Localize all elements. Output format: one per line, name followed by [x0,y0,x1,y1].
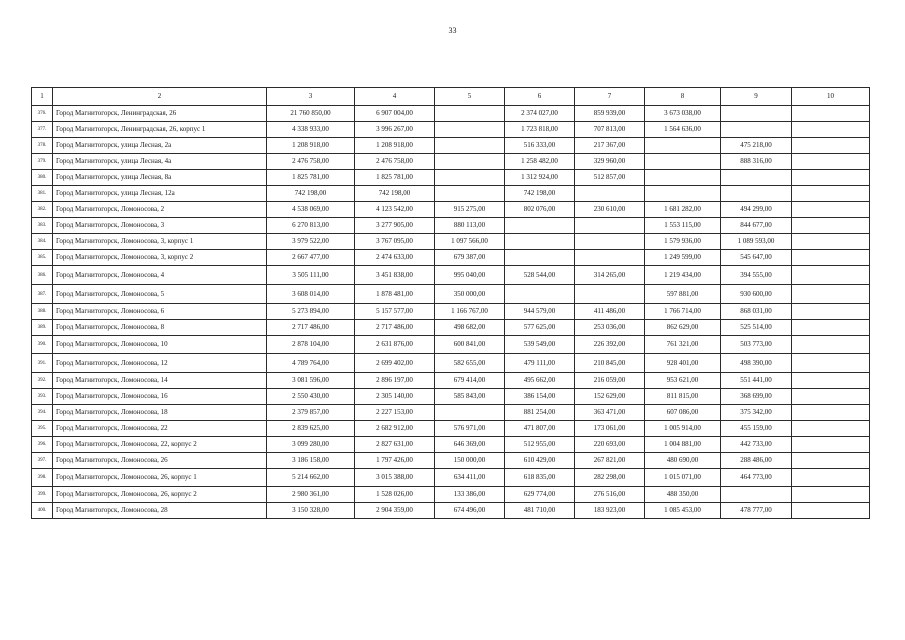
address-cell: Город Магнитогорск, Ломоносова, 14 [53,373,267,389]
value-cell: 6 907 004,00 [355,106,435,122]
value-cell: 1 015 071,00 [645,469,721,487]
row-number: 393. [32,389,53,405]
value-cell: 545 647,00 [721,250,792,266]
value-cell [435,170,505,186]
value-cell: 881 254,00 [505,405,575,421]
value-cell: 859 939,00 [575,106,645,122]
column-header: 6 [505,88,575,106]
table-row [32,218,870,234]
address-cell: Город Магнитогорск, Ломоносова, 3, корпус 1 [53,234,267,250]
value-cell: 1 089 593,00 [721,234,792,250]
value-cell: 2 379 857,00 [267,405,355,421]
value-cell [792,373,870,389]
value-cell: 368 699,00 [721,389,792,405]
value-cell: 375 342,00 [721,405,792,421]
row-number: 377. [32,122,53,138]
value-cell [721,122,792,138]
table-body [32,106,870,519]
value-cell: 150 000,00 [435,453,505,469]
value-cell: 2 476 758,00 [355,154,435,170]
value-cell [645,186,721,202]
value-cell: 173 061,00 [575,421,645,437]
value-cell: 314 265,00 [575,266,645,285]
value-cell: 3 767 095,00 [355,234,435,250]
value-cell: 455 159,00 [721,421,792,437]
value-cell: 488 350,00 [645,487,721,503]
value-cell: 6 270 813,00 [267,218,355,234]
table-row [32,304,870,320]
value-cell: 551 441,00 [721,373,792,389]
value-cell: 230 610,00 [575,202,645,218]
value-cell: 3 150 328,00 [267,503,355,519]
value-cell: 582 655,00 [435,354,505,373]
value-cell: 21 760 850,00 [267,106,355,122]
value-cell: 1 312 924,00 [505,170,575,186]
address-cell: Город Магнитогорск, улица Лесная, 8а [53,170,267,186]
value-cell [792,320,870,336]
value-cell: 498 390,00 [721,354,792,373]
value-cell [575,285,645,304]
value-cell [435,106,505,122]
value-cell: 479 111,00 [505,354,575,373]
column-header: 3 [267,88,355,106]
value-cell: 646 369,00 [435,437,505,453]
value-cell: 3 979 522,00 [267,234,355,250]
table-row [32,421,870,437]
value-cell: 210 845,00 [575,354,645,373]
value-cell [645,154,721,170]
table-row [32,266,870,285]
value-cell: 953 621,00 [645,373,721,389]
value-cell: 742 198,00 [505,186,575,202]
table-row [32,320,870,336]
value-cell: 4 538 069,00 [267,202,355,218]
table-row [32,122,870,138]
value-cell [435,186,505,202]
value-cell: 220 693,00 [575,437,645,453]
row-number: 378. [32,138,53,154]
value-cell: 498 682,00 [435,320,505,336]
value-cell [792,266,870,285]
value-cell [721,170,792,186]
column-header: 8 [645,88,721,106]
address-cell: Город Магнитогорск, Ломоносова, 26 [53,453,267,469]
row-number: 400. [32,503,53,519]
value-cell [505,285,575,304]
value-cell: 216 059,00 [575,373,645,389]
address-cell: Город Магнитогорск, Ломоносова, 8 [53,320,267,336]
address-cell: Город Магнитогорск, Ломоносова, 3, корпус 2 [53,250,267,266]
value-cell: 1 564 636,00 [645,122,721,138]
value-cell: 442 733,00 [721,437,792,453]
table-row [32,389,870,405]
value-cell: 679 414,00 [435,373,505,389]
value-cell [792,106,870,122]
address-cell: Город Магнитогорск, Ленинградская, 26, корпус 1 [53,122,267,138]
value-cell [435,405,505,421]
value-cell: 3 505 111,00 [267,266,355,285]
value-cell [792,138,870,154]
table-row [32,234,870,250]
value-cell: 5 157 577,00 [355,304,435,320]
value-cell: 282 298,00 [575,469,645,487]
row-number: 381. [32,186,53,202]
value-cell: 600 841,00 [435,336,505,354]
value-cell: 267 821,00 [575,453,645,469]
value-cell [575,234,645,250]
row-number: 391. [32,354,53,373]
value-cell [792,170,870,186]
value-cell: 2 717 486,00 [267,320,355,336]
row-number: 397. [32,453,53,469]
value-cell [575,186,645,202]
value-cell: 2 227 153,00 [355,405,435,421]
value-cell [505,250,575,266]
row-number: 385. [32,250,53,266]
value-cell: 1 553 115,00 [645,218,721,234]
value-cell: 1 085 453,00 [645,503,721,519]
value-cell: 3 673 038,00 [645,106,721,122]
value-cell: 610 429,00 [505,453,575,469]
value-cell: 217 367,00 [575,138,645,154]
value-cell [792,202,870,218]
value-cell: 253 036,00 [575,320,645,336]
value-cell: 495 662,00 [505,373,575,389]
value-cell [721,106,792,122]
value-cell: 276 516,00 [575,487,645,503]
table-row [32,186,870,202]
value-cell: 1 097 566,00 [435,234,505,250]
value-cell [792,437,870,453]
value-cell: 4 123 542,00 [355,202,435,218]
value-cell: 471 807,00 [505,421,575,437]
value-cell: 481 710,00 [505,503,575,519]
address-cell: Город Магнитогорск, Ломоносова, 28 [53,503,267,519]
value-cell: 3 099 280,00 [267,437,355,453]
table-row [32,405,870,421]
row-number: 387. [32,285,53,304]
value-cell: 1 579 936,00 [645,234,721,250]
value-cell [721,186,792,202]
value-cell [792,405,870,421]
value-cell: 915 275,00 [435,202,505,218]
value-cell [575,218,645,234]
value-cell: 577 625,00 [505,320,575,336]
address-cell: Город Магнитогорск, Ломоносова, 22, корпус 2 [53,437,267,453]
page-number: 33 [448,26,457,35]
value-cell: 576 971,00 [435,421,505,437]
table-row [32,453,870,469]
row-number: 384. [32,234,53,250]
value-cell: 3 996 267,00 [355,122,435,138]
table-row [32,106,870,122]
value-cell: 411 486,00 [575,304,645,320]
value-cell: 5 214 662,00 [267,469,355,487]
value-cell: 995 040,00 [435,266,505,285]
row-number: 389. [32,320,53,336]
address-cell: Город Магнитогорск, Ломоносова, 22 [53,421,267,437]
value-cell: 363 471,00 [575,405,645,421]
value-cell [792,453,870,469]
value-cell: 516 333,00 [505,138,575,154]
value-cell [792,487,870,503]
address-cell: Город Магнитогорск, Ломоносова, 26, корпус 2 [53,487,267,503]
value-cell: 944 579,00 [505,304,575,320]
row-number: 386. [32,266,53,285]
value-cell: 2 699 402,00 [355,354,435,373]
value-cell: 2 305 140,00 [355,389,435,405]
row-number: 399. [32,487,53,503]
value-cell: 3 015 388,00 [355,469,435,487]
value-cell: 3 451 838,00 [355,266,435,285]
value-cell: 2 896 197,00 [355,373,435,389]
column-header: 9 [721,88,792,106]
value-cell: 478 777,00 [721,503,792,519]
value-cell: 1 878 481,00 [355,285,435,304]
value-cell: 868 031,00 [721,304,792,320]
value-cell [792,304,870,320]
value-cell: 679 387,00 [435,250,505,266]
table-row [32,336,870,354]
address-cell: Город Магнитогорск, Ленинградская, 26 [53,106,267,122]
value-cell: 862 629,00 [645,320,721,336]
column-header: 5 [435,88,505,106]
value-cell: 2 631 876,00 [355,336,435,354]
value-cell: 1 825 781,00 [355,170,435,186]
value-cell [792,250,870,266]
value-cell: 350 000,00 [435,285,505,304]
table-row [32,202,870,218]
column-header: 2 [53,88,267,106]
value-cell: 880 113,00 [435,218,505,234]
value-cell [505,218,575,234]
value-cell: 2 839 625,00 [267,421,355,437]
address-cell: Город Магнитогорск, Ломоносова, 12 [53,354,267,373]
value-cell [792,421,870,437]
value-cell: 2 717 486,00 [355,320,435,336]
value-cell: 1 528 026,00 [355,487,435,503]
address-cell: Город Магнитогорск, Ломоносова, 2 [53,202,267,218]
value-cell: 2 474 633,00 [355,250,435,266]
value-cell [792,503,870,519]
value-cell: 494 299,00 [721,202,792,218]
address-cell: Город Магнитогорск, Ломоносова, 18 [53,405,267,421]
address-cell: Город Магнитогорск, Ломоносова, 26, корпус 1 [53,469,267,487]
table-row [32,285,870,304]
value-cell: 607 086,00 [645,405,721,421]
address-cell: Город Магнитогорск, Ломоносова, 6 [53,304,267,320]
value-cell: 844 677,00 [721,218,792,234]
value-cell [792,154,870,170]
value-cell: 1 208 918,00 [355,138,435,154]
value-cell: 1 766 714,00 [645,304,721,320]
value-cell: 480 690,00 [645,453,721,469]
value-cell: 802 076,00 [505,202,575,218]
row-number: 388. [32,304,53,320]
value-cell: 597 881,00 [645,285,721,304]
value-cell: 3 277 905,00 [355,218,435,234]
row-number: 376. [32,106,53,122]
address-cell: Город Магнитогорск, Ломоносова, 5 [53,285,267,304]
row-number: 379. [32,154,53,170]
value-cell: 2 904 359,00 [355,503,435,519]
table-row [32,373,870,389]
value-cell: 634 411,00 [435,469,505,487]
column-header: 1 [32,88,53,106]
table-row [32,503,870,519]
value-cell: 707 813,00 [575,122,645,138]
column-header: 10 [792,88,870,106]
value-cell: 3 186 158,00 [267,453,355,469]
value-cell [435,138,505,154]
value-cell [792,389,870,405]
value-cell: 3 608 014,00 [267,285,355,304]
value-cell: 1 208 918,00 [267,138,355,154]
value-cell: 4 789 764,00 [267,354,355,373]
value-cell: 1 249 599,00 [645,250,721,266]
column-header: 7 [575,88,645,106]
value-cell: 386 154,00 [505,389,575,405]
value-cell: 618 835,00 [505,469,575,487]
value-cell: 2 682 912,00 [355,421,435,437]
table-row [32,487,870,503]
address-cell: Город Магнитогорск, улица Лесная, 4а [53,154,267,170]
value-cell: 3 081 596,00 [267,373,355,389]
address-cell: Город Магнитогорск, улица Лесная, 2а [53,138,267,154]
value-cell: 394 555,00 [721,266,792,285]
value-cell: 528 544,00 [505,266,575,285]
table-row [32,170,870,186]
address-cell: Город Магнитогорск, Ломоносова, 10 [53,336,267,354]
value-cell: 475 218,00 [721,138,792,154]
value-cell: 539 549,00 [505,336,575,354]
value-cell: 464 773,00 [721,469,792,487]
value-cell: 2 476 758,00 [267,154,355,170]
value-cell [435,154,505,170]
value-cell: 930 600,00 [721,285,792,304]
value-cell: 512 955,00 [505,437,575,453]
address-cell: Город Магнитогорск, Ломоносова, 4 [53,266,267,285]
column-header: 4 [355,88,435,106]
table-row [32,138,870,154]
table-row [32,154,870,170]
value-cell [792,122,870,138]
value-cell: 585 843,00 [435,389,505,405]
value-cell: 2 667 477,00 [267,250,355,266]
value-cell [792,285,870,304]
value-cell: 811 815,00 [645,389,721,405]
value-cell: 1 723 818,00 [505,122,575,138]
value-cell: 1 004 881,00 [645,437,721,453]
value-cell: 183 923,00 [575,503,645,519]
value-cell: 1 797 426,00 [355,453,435,469]
value-cell: 1 681 282,00 [645,202,721,218]
value-cell: 288 486,00 [721,453,792,469]
value-cell: 329 960,00 [575,154,645,170]
address-cell: Город Магнитогорск, улица Лесная, 12а [53,186,267,202]
value-cell: 761 321,00 [645,336,721,354]
row-number: 398. [32,469,53,487]
row-number: 394. [32,405,53,421]
value-cell: 2 374 027,00 [505,106,575,122]
value-cell: 4 338 933,00 [267,122,355,138]
value-cell: 226 392,00 [575,336,645,354]
value-cell [792,469,870,487]
value-cell: 1 825 781,00 [267,170,355,186]
value-cell: 2 827 631,00 [355,437,435,453]
value-cell [792,336,870,354]
row-number: 382. [32,202,53,218]
row-number: 396. [32,437,53,453]
value-cell [792,354,870,373]
value-cell: 2 878 104,00 [267,336,355,354]
value-cell: 512 857,00 [575,170,645,186]
value-cell: 1 166 767,00 [435,304,505,320]
value-cell: 674 496,00 [435,503,505,519]
value-cell [721,487,792,503]
value-cell: 629 774,00 [505,487,575,503]
value-cell: 133 386,00 [435,487,505,503]
table-row [32,250,870,266]
address-cell: Город Магнитогорск, Ломоносова, 3 [53,218,267,234]
value-cell: 2 980 361,00 [267,487,355,503]
value-cell [645,138,721,154]
value-cell: 1 005 914,00 [645,421,721,437]
value-cell [792,234,870,250]
value-cell: 525 514,00 [721,320,792,336]
value-cell [792,186,870,202]
table-row [32,354,870,373]
value-cell: 503 773,00 [721,336,792,354]
value-cell: 1 219 434,00 [645,266,721,285]
row-number: 392. [32,373,53,389]
address-cell: Город Магнитогорск, Ломоносова, 16 [53,389,267,405]
value-cell: 888 316,00 [721,154,792,170]
row-number: 383. [32,218,53,234]
value-cell [575,250,645,266]
value-cell [435,122,505,138]
value-cell: 2 550 430,00 [267,389,355,405]
table-row [32,469,870,487]
value-cell: 5 273 894,00 [267,304,355,320]
row-number: 390. [32,336,53,354]
row-number: 395. [32,421,53,437]
value-cell: 742 198,00 [267,186,355,202]
row-number: 380. [32,170,53,186]
value-cell: 152 629,00 [575,389,645,405]
column-numbers-row [32,88,870,106]
value-cell: 742 198,00 [355,186,435,202]
table-row [32,437,870,453]
value-cell [645,170,721,186]
housing-register-table [31,87,870,519]
value-cell [792,218,870,234]
value-cell: 928 401,00 [645,354,721,373]
value-cell [505,234,575,250]
value-cell: 1 258 482,00 [505,154,575,170]
